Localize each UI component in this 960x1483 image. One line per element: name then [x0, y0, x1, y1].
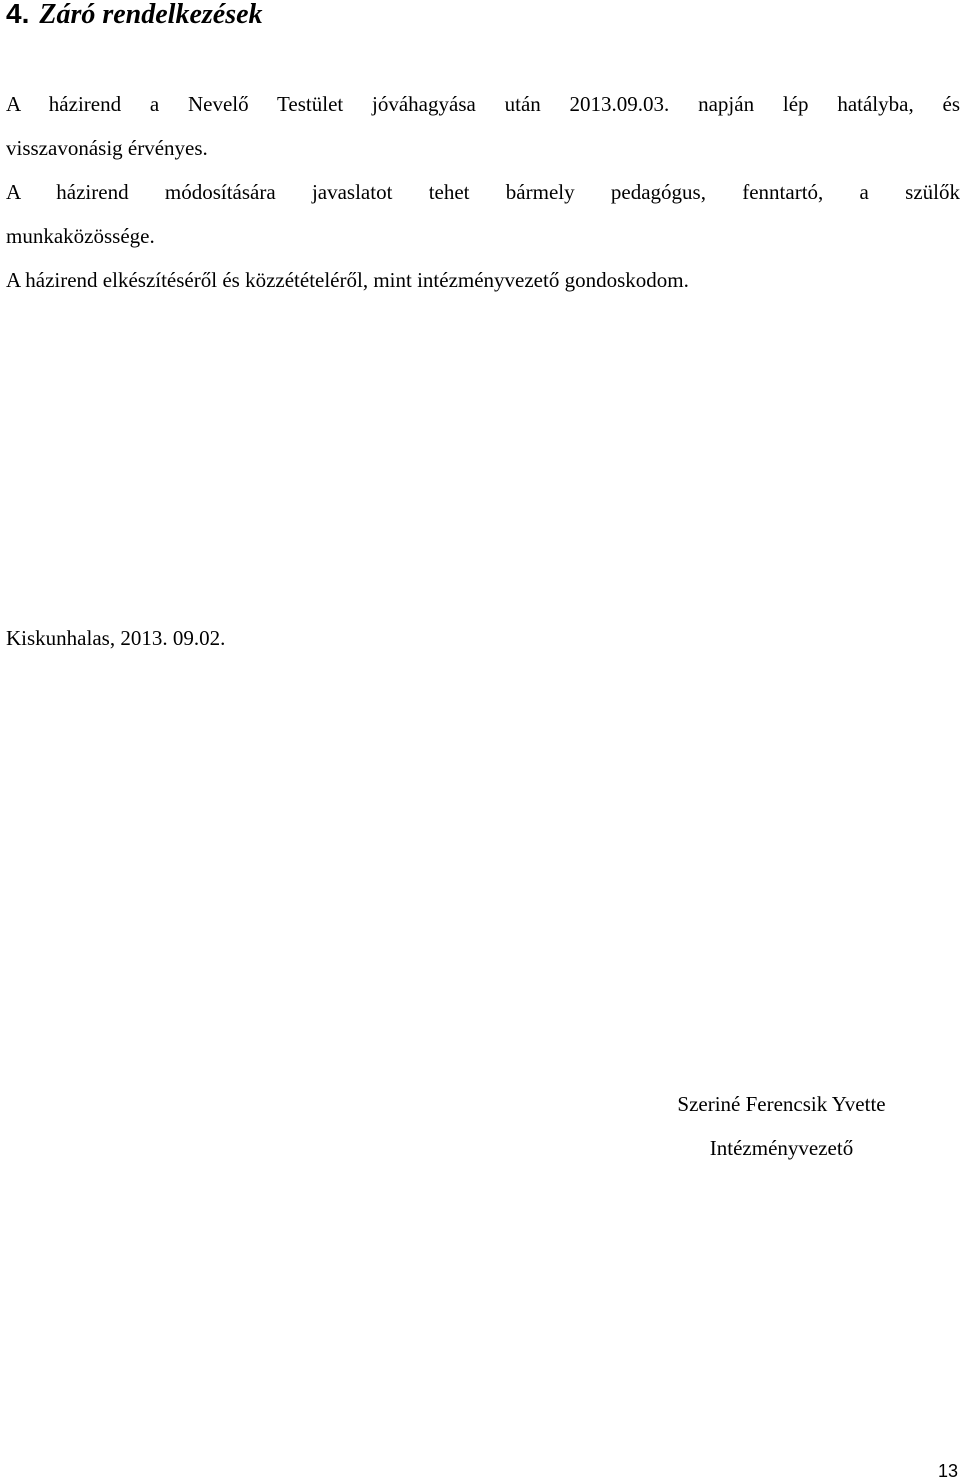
- paragraph-publication: [6, 258, 960, 302]
- page-number: 13: [937, 1461, 958, 1481]
- signatory-name: Szeriné Ferencsik Yvette: [677, 1092, 886, 1116]
- paragraph-line: A házirend a Nevelő Testület jóváhagyása után 2013.09.03. napján lép hatályba, és: [6, 92, 960, 116]
- section-heading: [6, 0, 263, 33]
- signature-block: [603, 1082, 960, 1170]
- paragraph-line: visszavonásig érvényes.: [6, 136, 208, 160]
- paragraph-line: A házirend elkészítéséről és közzétételéről, mint intézményvezető gondoskodom.: [6, 268, 689, 292]
- section-title: Záró rendelkezések: [39, 0, 263, 30]
- paragraph-amendment: [6, 170, 960, 258]
- paragraph-line: munkaközössége.: [6, 224, 155, 248]
- place-and-date: Kiskunhalas, 2013. 09.02.: [6, 626, 226, 650]
- section-number: 4.: [6, 0, 30, 29]
- paragraph-effective-date: [6, 82, 960, 170]
- paragraph-line: A házirend módosítására javaslatot tehet bármely pedagógus, fenntartó, a szülők: [6, 180, 960, 204]
- signatory-role: Intézményvezető: [709, 1136, 854, 1160]
